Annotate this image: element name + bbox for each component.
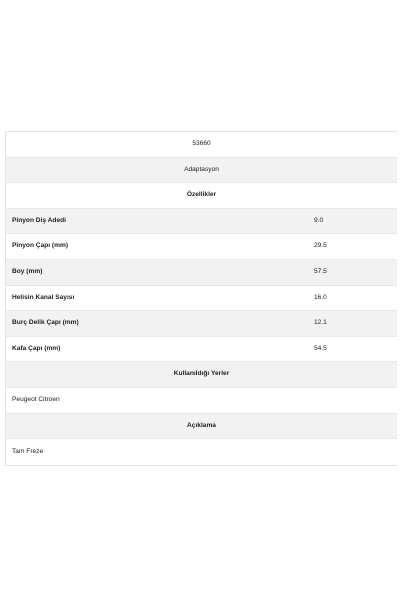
usage-value: Peugeot Citroen [12,395,60,403]
feature-row [6,260,397,286]
feature-row [6,209,397,235]
feature-label: Burç Delik Çapı (mm) [12,319,79,327]
spec-table [5,131,397,466]
feature-row [6,286,397,312]
feature-label: Helisin Kanal Sayısı [12,293,75,301]
adaptation-row [6,158,397,184]
feature-value: 12.1 [314,319,327,327]
features-heading-row [6,183,397,209]
code-row [6,132,397,158]
feature-value: 29.5 [314,242,327,250]
adaptation-heading: Adaptasyon [184,165,219,173]
feature-value: 54.5 [314,344,327,352]
feature-label: Pinyon Diş Adedi [12,216,66,224]
feature-row [6,337,397,363]
feature-row [6,311,397,337]
usage-heading: Kullanıldığı Yerler [173,370,230,378]
description-heading: Açıklama [187,421,216,429]
feature-label: Boy (mm) [12,267,43,275]
description-value: Tam Freze [12,447,44,455]
feature-label: Pinyon Çapı (mm) [12,242,69,250]
usage-value-row [6,388,397,414]
feature-value: 57.5 [314,267,327,275]
feature-value: 16.0 [314,293,327,301]
feature-row [6,234,397,260]
product-code: 53660 [192,140,211,147]
description-value-row [6,439,397,465]
feature-label: Kafa Çapı (mm) [12,344,61,352]
feature-value: 9.0 [314,216,324,224]
usage-heading-row [6,362,397,388]
description-heading-row [6,414,397,440]
features-heading: Özellikler [186,191,217,199]
